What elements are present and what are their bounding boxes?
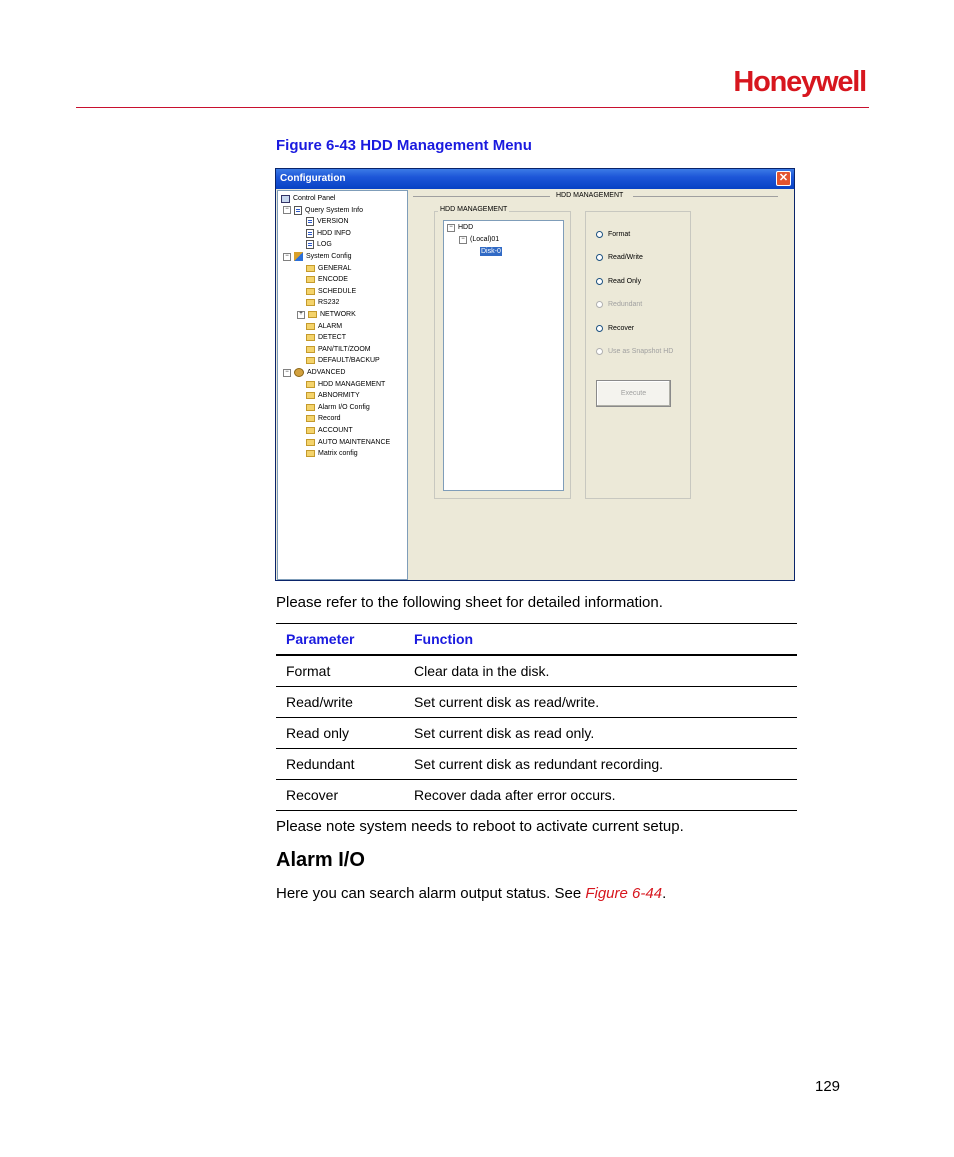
document-icon (306, 240, 314, 249)
document-icon (306, 229, 314, 238)
section-body-prefix: Here you can search alarm output status. See (276, 885, 586, 902)
radio-label: Read Only (608, 277, 642, 285)
tree-item-label: HDD INFO (317, 229, 351, 237)
table-row (276, 780, 797, 811)
hdd-tree-item[interactable] (471, 247, 502, 256)
hdd-tree-item-label: Disk-0 (481, 248, 501, 255)
tree-item-label: Alarm I/O Config (318, 403, 370, 411)
tree-item[interactable] (281, 193, 335, 204)
system-config-icon (294, 252, 303, 261)
tree-item[interactable] (297, 216, 349, 227)
radio-label: Redundant (608, 300, 643, 308)
folder-icon (306, 276, 315, 283)
table-cell: Set current disk as redundant recording. (404, 749, 797, 780)
section-heading: Alarm I/O (276, 849, 365, 871)
tree-item[interactable] (297, 425, 353, 436)
tree-expander-icon (297, 277, 303, 283)
table-cell: Clear data in the disk. (404, 655, 797, 687)
radio-option[interactable] (596, 323, 634, 333)
radio-label: Format (608, 230, 631, 238)
tree-item[interactable] (297, 239, 332, 250)
intro-text: Please refer to the following sheet for detailed information. (276, 594, 663, 611)
tree-item-label: DETECT (318, 334, 346, 342)
tree-item[interactable] (297, 321, 342, 332)
tree-item-label: PAN/TILT/ZOOM (318, 345, 371, 353)
folder-icon (306, 299, 315, 306)
tree-item[interactable] (297, 297, 339, 308)
table-row (276, 749, 797, 780)
computer-icon (281, 195, 290, 203)
folder-icon (306, 404, 315, 411)
table-cell: Set current disk as read/write. (404, 687, 797, 718)
tree-expander-icon (297, 428, 303, 434)
tree-item-label: ALARM (318, 322, 343, 330)
table-row (276, 687, 797, 718)
radio-button-icon (596, 301, 603, 308)
tree-expander-icon (297, 242, 303, 248)
honeywell-logo: Honeywell (733, 66, 866, 98)
tree-item-label: AUTO MAINTENANCE (318, 438, 391, 446)
tree-item[interactable] (297, 332, 346, 343)
figure-caption: Figure 6-43 HDD Management Menu (276, 137, 532, 154)
tree-item[interactable] (297, 413, 341, 424)
tree-expander-icon[interactable]: − (447, 224, 455, 232)
main-group-line-left (413, 196, 550, 197)
tree-item-label: Record (318, 415, 341, 423)
table-cell: Format (276, 655, 404, 687)
document-icon (306, 217, 314, 226)
tree-expander-icon[interactable]: − (283, 253, 291, 261)
radio-button-icon (596, 348, 603, 355)
tree-expander-icon (297, 439, 303, 445)
tree-expander-icon[interactable]: − (283, 206, 291, 214)
table-cell: Read only (276, 718, 404, 749)
tree-expander-icon (297, 230, 303, 236)
tree-item-label: RS232 (318, 299, 340, 307)
folder-icon (306, 323, 315, 330)
radio-button-icon[interactable] (596, 231, 603, 238)
tree-expander-icon[interactable]: + (297, 311, 305, 319)
tree-item[interactable] (297, 402, 370, 413)
tree-item[interactable] (297, 437, 390, 448)
tree-item-label: SCHEDULE (318, 287, 357, 295)
radio-label: Use as Snapshot HD (608, 347, 674, 355)
header-rule (76, 107, 869, 108)
tree-item-label: System Config (306, 253, 352, 260)
tree-expander-icon (297, 265, 303, 271)
radio-button-icon[interactable] (596, 278, 603, 285)
reboot-note: Please note system needs to reboot to activate current setup. (276, 818, 684, 835)
table-row (276, 655, 797, 687)
radio-label: Read/Write (608, 253, 643, 261)
tree-item[interactable] (297, 390, 360, 401)
tree-item-label: LOG (317, 241, 332, 249)
tree-item-label: ACCOUNT (318, 427, 353, 434)
tree-expander-icon (471, 249, 477, 255)
radio-option (596, 346, 673, 356)
tree-item[interactable] (297, 309, 356, 320)
tree-expander-icon (297, 393, 303, 399)
folder-icon (306, 392, 315, 399)
tree-item-label: ABNORMITY (318, 392, 360, 400)
tree-item[interactable] (297, 228, 351, 239)
dialog-title: Configuration (280, 173, 346, 184)
folder-icon (306, 288, 315, 295)
radio-button-icon[interactable] (596, 254, 603, 261)
tree-expander-icon[interactable]: − (459, 236, 467, 244)
tree-item-label: DEFAULT/BACKUP (318, 357, 380, 365)
radio-label: Recover (608, 324, 635, 332)
tree-item[interactable] (297, 274, 348, 285)
folder-icon (306, 346, 315, 353)
radio-option[interactable] (596, 252, 643, 262)
tree-item-label: NETWORK (320, 311, 356, 318)
hdd-tree-item-label: HDD (458, 224, 474, 231)
radio-option[interactable] (596, 229, 630, 239)
tree-expander-icon (297, 300, 303, 306)
tree-item[interactable] (297, 286, 356, 297)
hdd-list[interactable] (443, 220, 564, 491)
folder-icon (306, 427, 315, 434)
tree-item-label: HDD MANAGEMENT (318, 380, 386, 388)
figure-link[interactable]: Figure 6-44 (585, 885, 663, 902)
folder-icon (306, 357, 315, 364)
execute-button[interactable]: Execute (596, 380, 671, 407)
tree-expander-icon (297, 219, 303, 225)
tree-expander-icon (297, 381, 303, 387)
tree-expander-icon (297, 416, 303, 422)
tree-expander-icon (297, 335, 303, 341)
folder-icon (306, 450, 315, 457)
page-number: 129 (815, 1078, 841, 1095)
parameter-table (276, 623, 797, 811)
config-tree[interactable] (277, 190, 408, 580)
tree-item-label: Query System Info (305, 206, 363, 214)
hdd-tree-item-label: (Local)01 (470, 236, 500, 243)
document-icon (294, 206, 302, 215)
configuration-dialog (275, 168, 795, 581)
column-header-function: Function (404, 624, 797, 656)
table-cell: Read/write (276, 687, 404, 718)
folder-icon (306, 381, 315, 388)
tree-expander-icon[interactable]: − (283, 369, 291, 377)
tree-item-label: GENERAL (318, 264, 352, 272)
column-header-parameter: Parameter (276, 624, 404, 656)
folder-icon (308, 311, 317, 318)
dialog-titlebar[interactable] (276, 169, 794, 189)
table-row (276, 718, 797, 749)
advanced-icon (294, 368, 304, 377)
radio-option (596, 299, 642, 309)
radio-button-icon[interactable] (596, 325, 603, 332)
tree-item[interactable] (297, 344, 371, 355)
tree-expander-icon (297, 451, 303, 457)
section-body (276, 885, 666, 902)
tree-item[interactable] (297, 448, 358, 459)
tree-item-label: VERSION (317, 218, 349, 226)
folder-icon (306, 334, 315, 341)
tree-item-label: ENCODE (318, 276, 348, 284)
tree-expander-icon (297, 404, 303, 410)
tree-item-label: ADVANCED (307, 369, 346, 376)
tree-item[interactable] (297, 355, 380, 366)
folder-icon (306, 439, 315, 446)
folder-icon (306, 265, 315, 272)
hdd-tree-item[interactable] (459, 235, 499, 244)
section-body-suffix: . (662, 885, 667, 902)
tree-item[interactable] (283, 251, 352, 262)
tree-item[interactable] (297, 263, 351, 274)
table-header-row (276, 624, 797, 656)
tree-expander-icon (297, 346, 303, 352)
radio-option[interactable] (596, 276, 641, 286)
main-group-label: HDD MANAGEMENT (553, 192, 626, 199)
tree-item-label: Control Panel (293, 195, 336, 202)
tree-expander-icon (297, 323, 303, 329)
tree-item[interactable] (297, 379, 385, 390)
table-cell: Redundant (276, 749, 404, 780)
table-cell: Recover (276, 780, 404, 811)
hdd-groupbox-label: HDD MANAGEMENT (440, 206, 508, 213)
table-cell: Recover dada after error occurs. (404, 780, 797, 811)
folder-icon (306, 415, 315, 422)
table-cell: Set current disk as read only. (404, 718, 797, 749)
tree-item[interactable] (283, 367, 345, 378)
tree-expander-icon (297, 358, 303, 364)
main-group-line-right (633, 196, 778, 197)
tree-item-label: Matrix config (318, 450, 358, 458)
hdd-tree-item[interactable] (447, 223, 473, 232)
tree-expander-icon (297, 288, 303, 294)
tree-item[interactable] (283, 205, 363, 216)
close-icon[interactable]: ✕ (776, 171, 791, 186)
